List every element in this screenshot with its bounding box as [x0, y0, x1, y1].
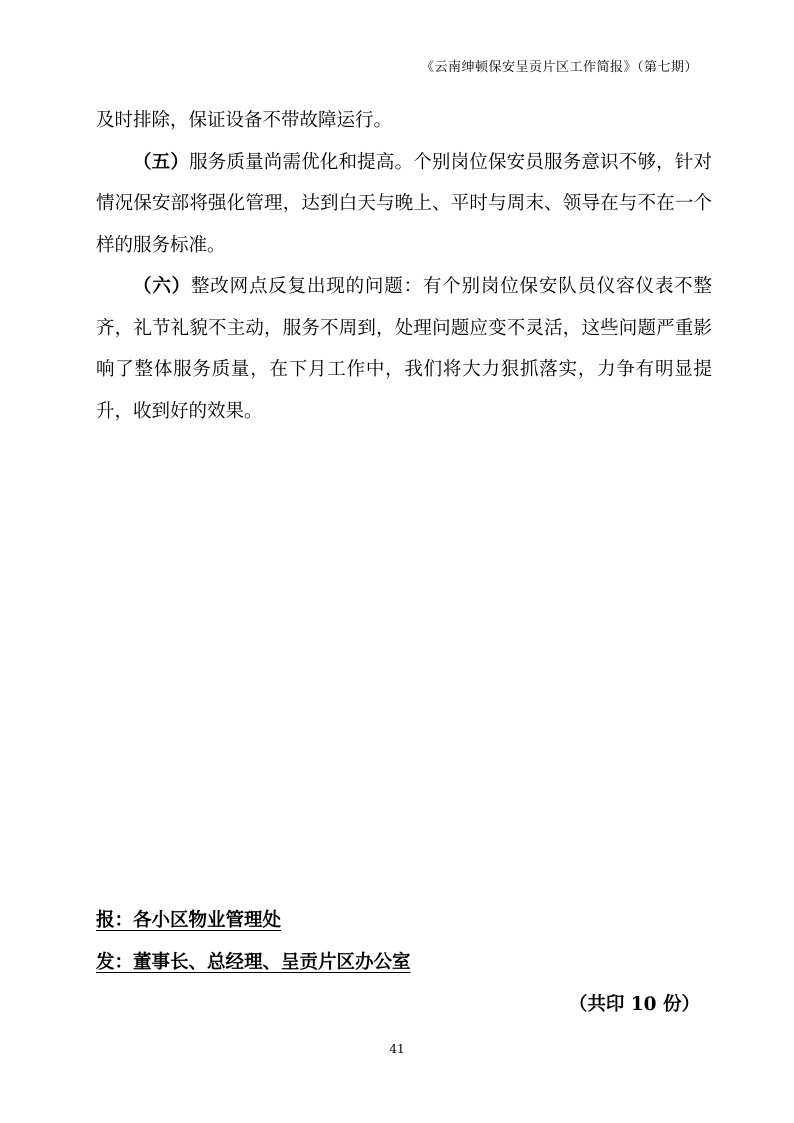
report-to-line: 报：各小区物业管理处 [96, 910, 282, 931]
body-text [96, 100, 712, 432]
section-lead: （六） [133, 276, 191, 297]
document-header: 《云南绅顿保安呈贡片区工作简报》（第七期） [420, 60, 698, 75]
page-number: 41 [389, 1042, 405, 1056]
paragraph-text: 及时排除，保证设备不带故障运行。 [96, 110, 393, 131]
paragraph-section-six [96, 266, 712, 432]
paragraph-continuation [96, 100, 712, 142]
send-to-line: 发：董事长、总经理、呈贡片区办公室 [96, 952, 411, 973]
section-lead: （五） [133, 151, 190, 173]
paragraph-section-five [96, 142, 712, 267]
copies-count: （共印 10 份） [568, 994, 700, 1015]
paragraph-text: 整改网点反复出现的问题：有个别岗位保安队员仪容仪表不整齐，礼节礼貌不主动，服务不周到，处理问题应变不灵活，这些问题严重影响了整体服务质量，在下月工作中，我们将大力狠抓落实，力争有明显提升，收到好的效果。 [96, 276, 712, 422]
distribution-list [96, 900, 411, 984]
paragraph-text: 服务质量尚需优化和提高。个别岗位保安员服务意识不够，针对情况保安部将强化管理，达到白天与晚上、平时与周末、领导在与不在一个样的服务标准。 [96, 151, 712, 256]
